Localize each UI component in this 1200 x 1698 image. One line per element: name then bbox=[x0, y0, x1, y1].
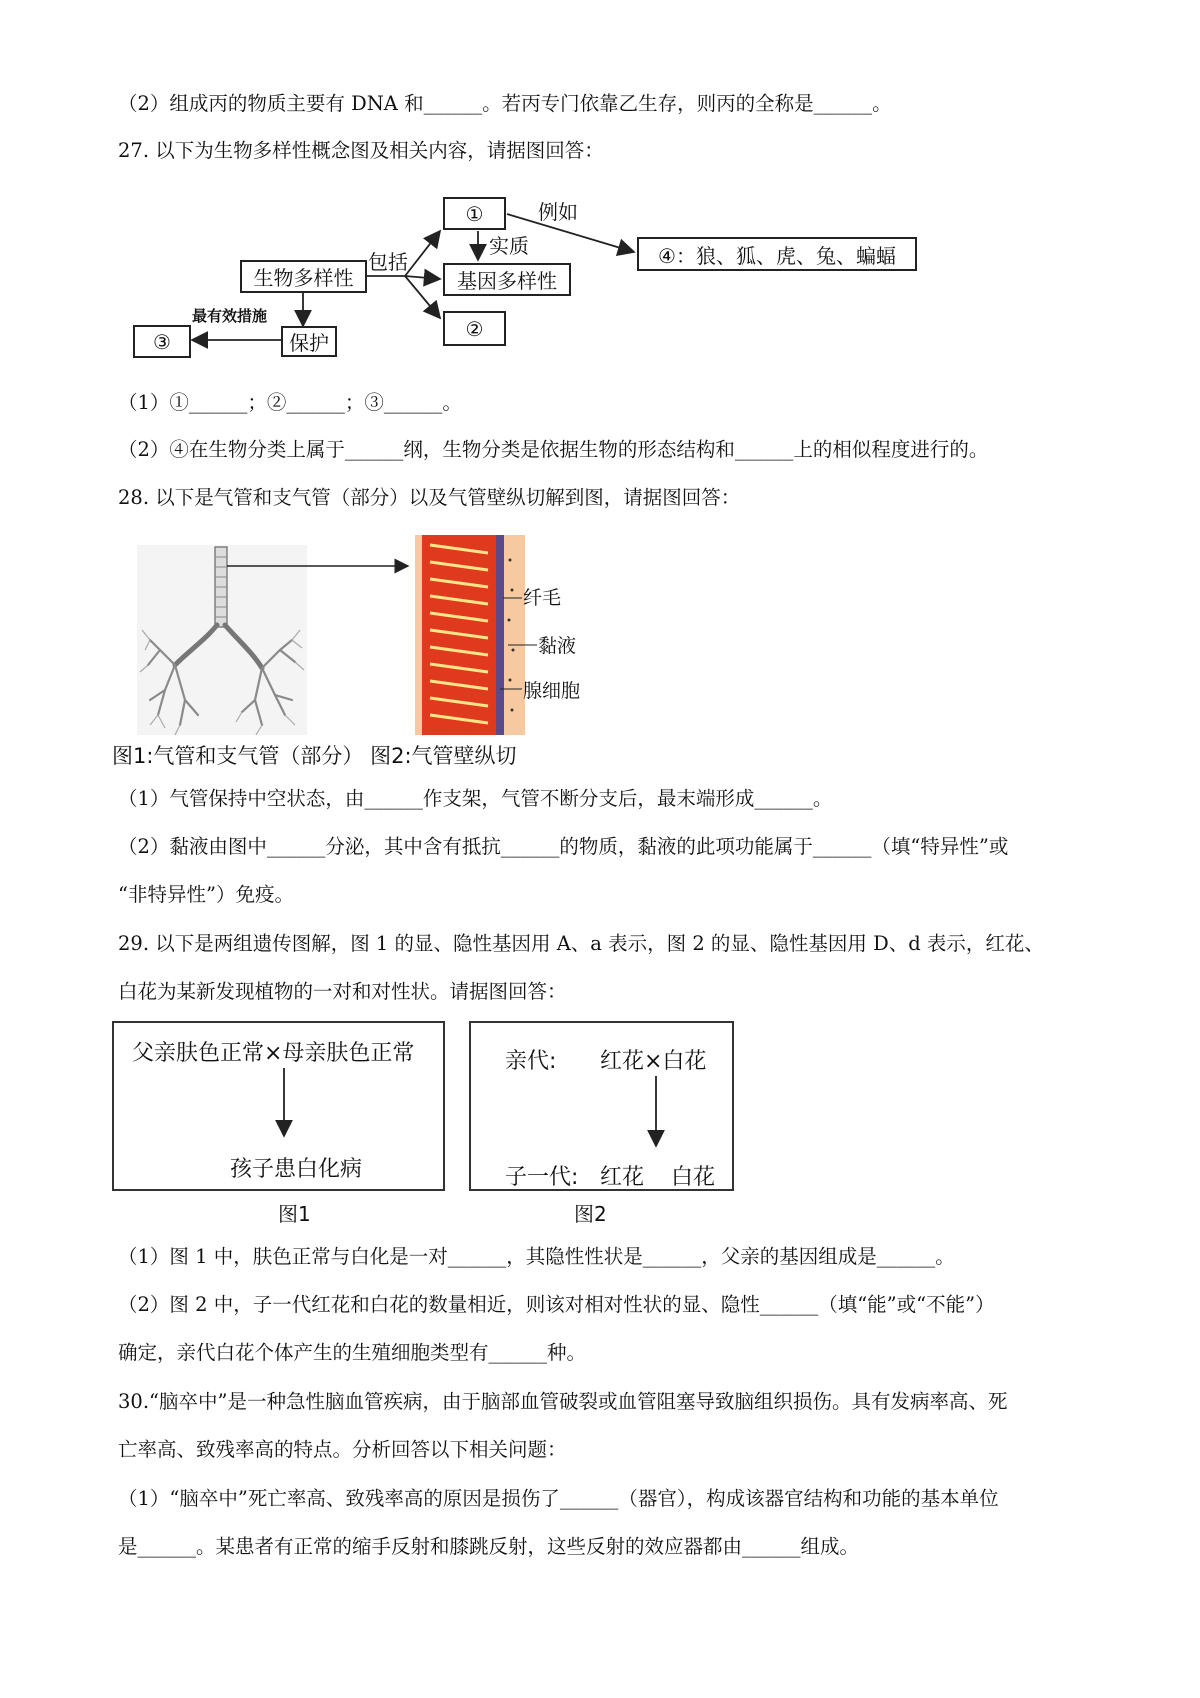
essence-label: 实质 bbox=[489, 234, 529, 258]
include-label: 包括 bbox=[368, 250, 408, 274]
question-27-part1: （1）①______；②______；③______。 bbox=[118, 391, 462, 414]
pedigree-2-child-label: 子一代: bbox=[505, 1165, 579, 1190]
question-28-stem: 28. 以下是气管和支气管（部分）以及气管壁纵切解到图，请据图回答： bbox=[118, 486, 741, 509]
cilia-label: 纤毛 bbox=[523, 587, 562, 609]
question-28-part2-cont: “非特异性”）免疫。 bbox=[118, 883, 294, 906]
pedigree-2-child-red: 红花 bbox=[600, 1165, 645, 1190]
question-26-part2: （2）组成丙的物质主要有 DNA 和______。若丙专门依靠乙生存，则丙的全称是______。 bbox=[118, 92, 892, 115]
trachea-caption: 图1:气管和支气管（部分） 图2:气管壁纵切 bbox=[112, 744, 517, 768]
pedigree-1-caption: 图1 bbox=[278, 1202, 311, 1226]
mucus-label: 黏液 bbox=[538, 635, 577, 657]
most-effective-label: 最有效措施 bbox=[192, 307, 268, 325]
question-28-part1: （1）气管保持中空状态，由______作支架，气管不断分支后，最末端形成______。 bbox=[118, 787, 833, 810]
pedigree-1-child: 孩子患白化病 bbox=[230, 1157, 363, 1182]
biodiversity-box: 生物多样性 bbox=[240, 260, 367, 293]
pedigree-2-caption: 图2 bbox=[574, 1202, 607, 1226]
example-label: 例如 bbox=[538, 200, 578, 224]
question-28-part2: （2）黏液由图中______分泌，其中含有抵抗______的物质，黏液的此项功能属于______（填“特异性”或 bbox=[118, 835, 1009, 858]
gene-diversity-box: 基因多样性 bbox=[443, 263, 571, 296]
node-3-box: ③ bbox=[133, 325, 191, 358]
pedigree-2-parents: 红花×白花 bbox=[600, 1049, 707, 1074]
question-27-stem: 27. 以下为生物多样性概念图及相关内容，请据图回答： bbox=[118, 139, 604, 162]
question-29-part1: （1）图 1 中，肤色正常与白化是一对______，其隐性性状是______，父亲的基因组成是______。 bbox=[118, 1245, 955, 1268]
pedigree-2-parent-label: 亲代: bbox=[505, 1049, 557, 1074]
node-2-box: ② bbox=[443, 311, 506, 346]
question-30-part1-cont: 是______。某患者有正常的缩手反射和膝跳反射，这些反射的效应器都由______组成。 bbox=[118, 1535, 860, 1558]
protect-box: 保护 bbox=[281, 326, 337, 357]
question-30-stem: 30.“脑卒中”是一种急性脑血管疾病，由于脑部血管破裂或血管阻塞导致脑组织损伤。具有发病率高、死 bbox=[118, 1390, 1008, 1413]
question-29-stem: 29. 以下是两组遗传图解，图 1 的显、隐性基因用 A、a 表示，图 2 的显、隐性基因用 D、d 表示，红花、 bbox=[118, 932, 1044, 955]
question-29-part2-cont: 确定，亲代白花个体产生的生殖细胞类型有______种。 bbox=[118, 1341, 587, 1364]
gland-cell-label: 腺细胞 bbox=[523, 680, 581, 702]
node-4-box: ④：狼、狐、虎、兔、蝙蝠 bbox=[637, 237, 917, 271]
question-29-part2: （2）图 2 中，子一代红花和白花的数量相近，则该对相对性状的显、隐性______（填“能”或“不能”） bbox=[118, 1293, 995, 1316]
pedigree-1-parents: 父亲肤色正常×母亲肤色正常 bbox=[132, 1041, 415, 1066]
question-27-part2: （2）④在生物分类上属于______纲，生物分类是依据生物的形态结构和______上的相似程度进行的。 bbox=[118, 438, 989, 461]
node-1-box: ① bbox=[443, 197, 506, 230]
question-30-part1: （1）“脑卒中”死亡率高、致残率高的原因是损伤了______（器官），构成该器官结构和功能的基本单位 bbox=[118, 1487, 999, 1510]
question-29-stem-cont: 白花为某新发现植物的一对和对性状。请据图回答： bbox=[118, 980, 567, 1003]
question-30-stem-cont: 亡率高、致残率高的特点。分析回答以下相关问题： bbox=[118, 1438, 567, 1461]
pedigree-2-child-white: 白花 bbox=[671, 1165, 716, 1190]
